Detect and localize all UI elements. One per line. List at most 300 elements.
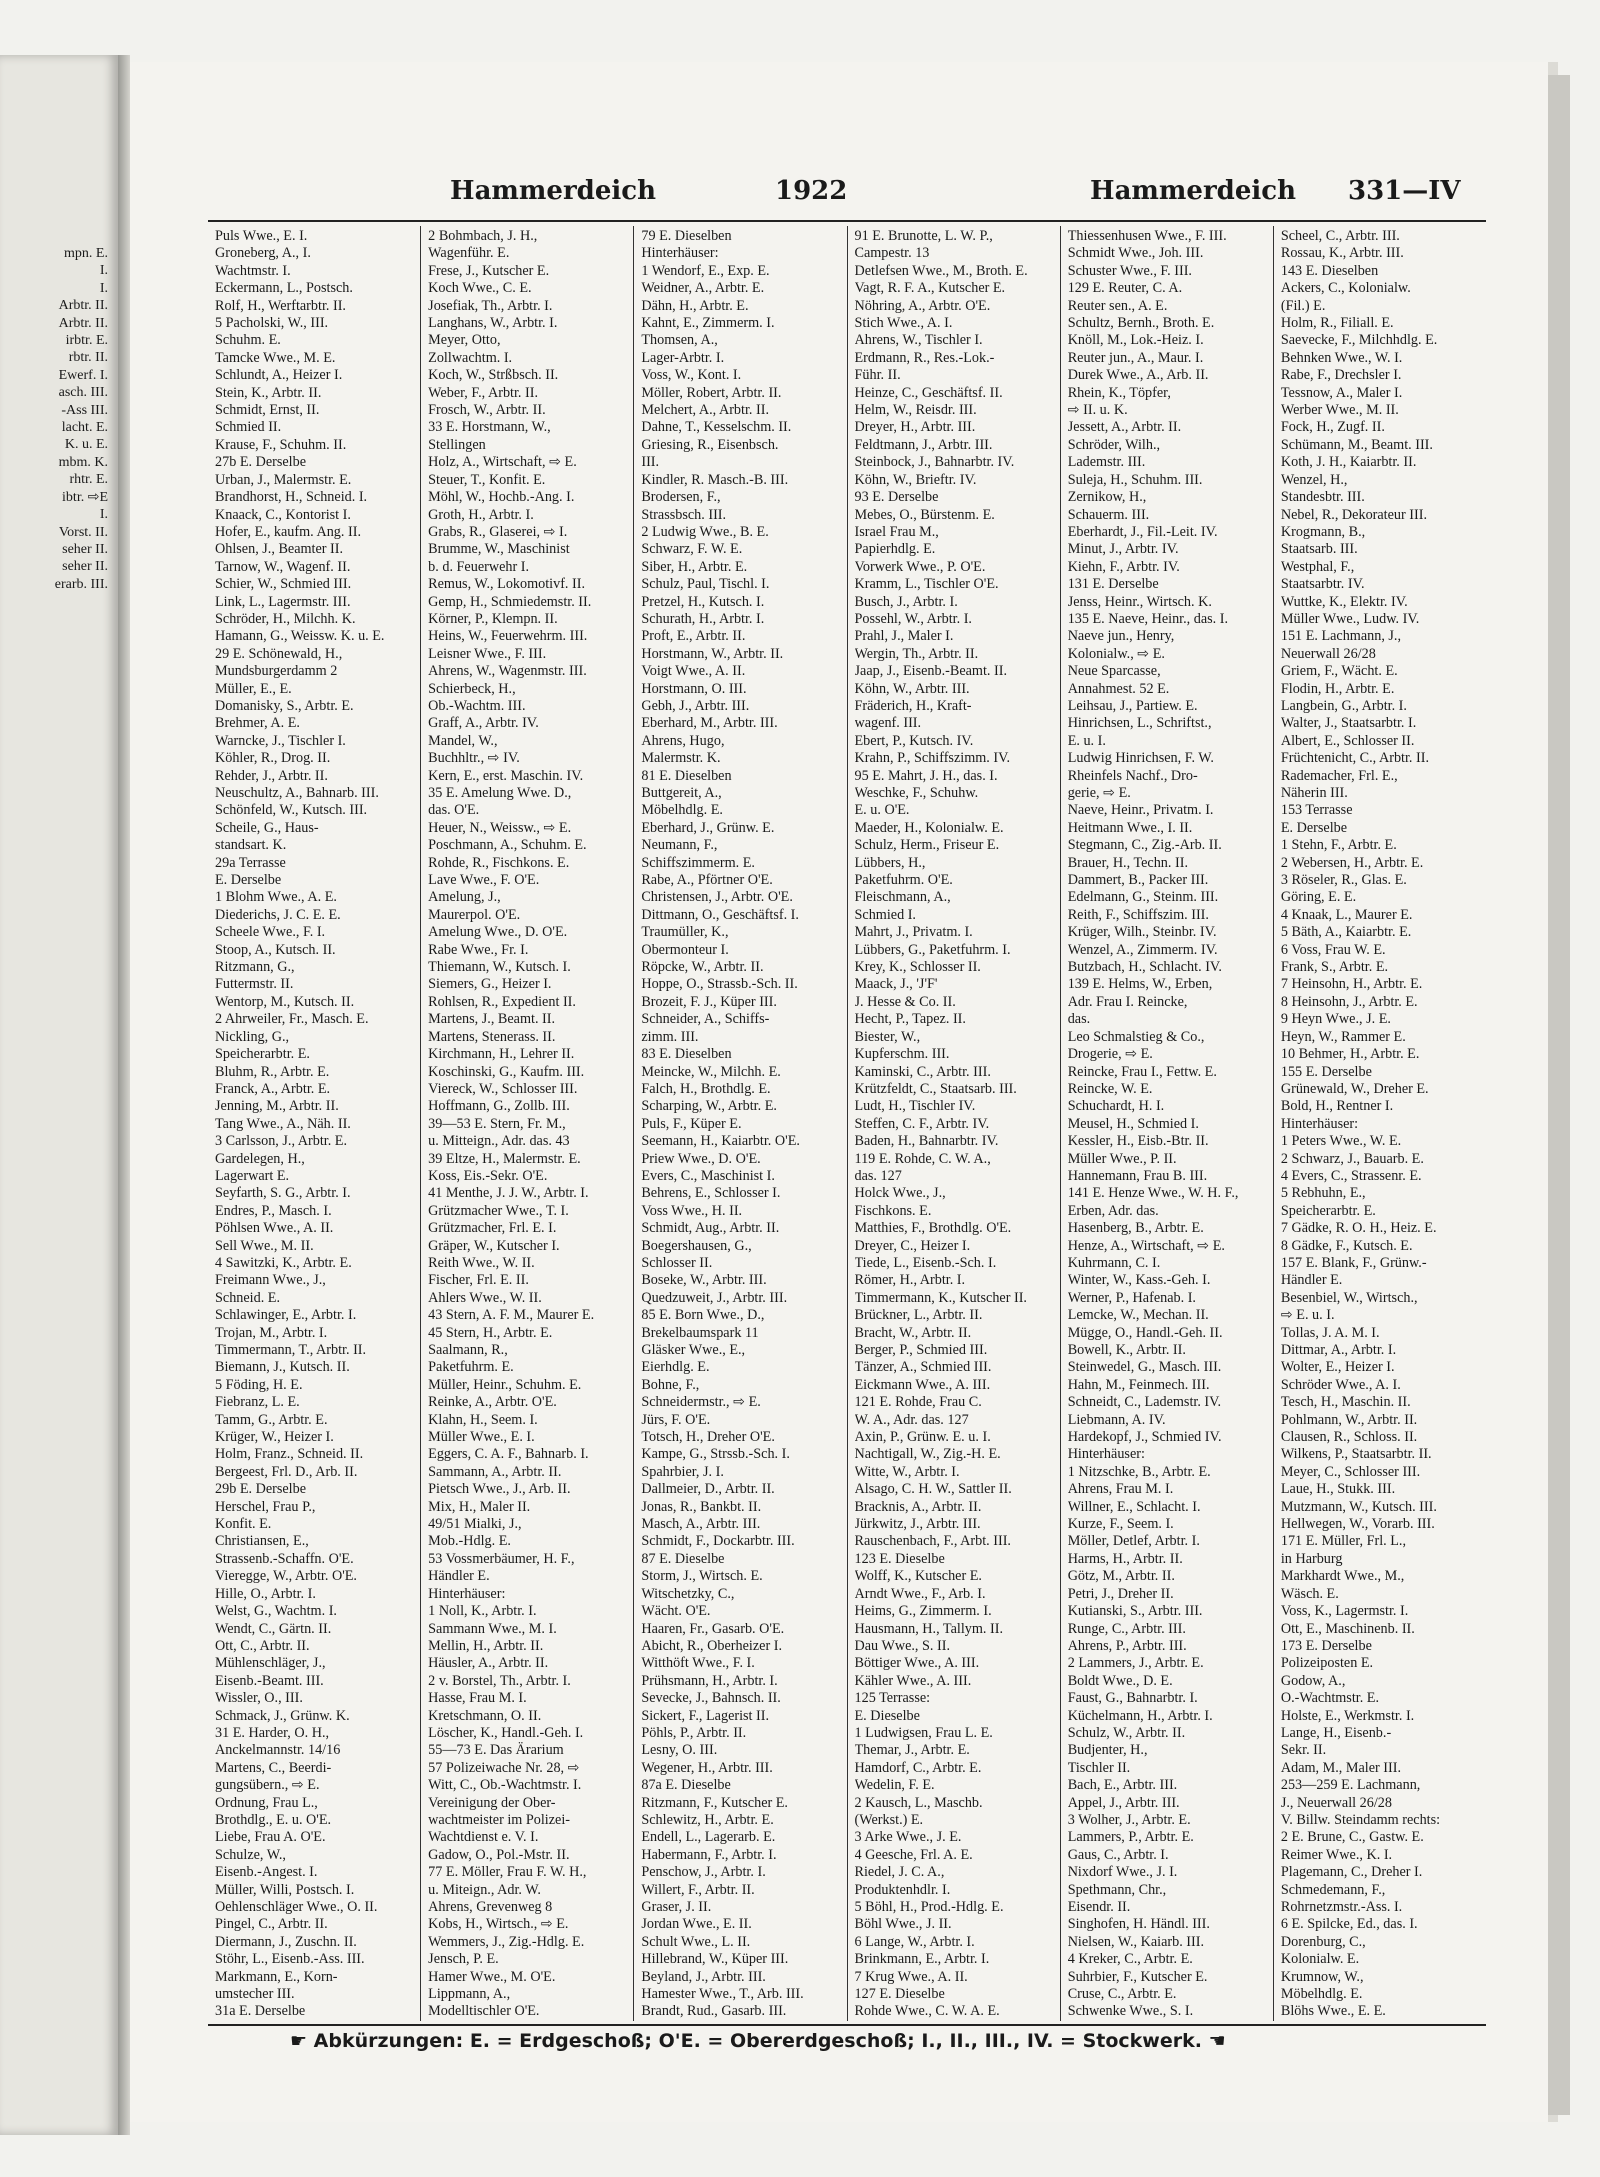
directory-entry: Trojan, M., Arbtr. I.: [215, 1324, 328, 1341]
directory-entry: Frank, S., Arbtr. E.: [1280, 959, 1389, 976]
directory-entry: Witte, W., Arbtr. I.: [854, 1463, 960, 1480]
directory-entry: Urban, J., Malermstr. E.: [215, 471, 352, 488]
directory-entry: Bluhm, R., Arbtr. E.: [215, 1063, 330, 1080]
directory-entry: Paketfuhrm. O'E.: [854, 872, 953, 889]
directory-entry: 153 Terrasse: [1280, 802, 1353, 819]
directory-entry: Eberhardt, J., Fil.-Leit. IV.: [1067, 523, 1218, 540]
column-2: [420, 226, 633, 2021]
directory-entry: Röpcke, W., Arbtr. II.: [641, 959, 764, 976]
directory-entry: Böttiger Wwe., A. III.: [854, 1655, 980, 1672]
directory-entry: Schuchardt, H. I.: [1067, 1098, 1165, 1115]
directory-entry: Löscher, K., Handl.-Geh. I.: [428, 1724, 584, 1741]
directory-entry: Knöll, M., Lok.-Heiz. I.: [1067, 332, 1204, 349]
previous-page-fragment: erarb. III.: [54, 576, 108, 592]
directory-entry: Wentorp, M., Kutsch. II.: [215, 993, 355, 1010]
directory-entry: 6 Lange, W., Arbtr. I.: [854, 1933, 975, 1950]
previous-page-fragment: Arbtr. II.: [58, 298, 108, 314]
directory-entry: 5 Rebhuhn, E.,: [1280, 1185, 1366, 1202]
directory-entry: Falch, H., Brothdlg. E.: [641, 1080, 771, 1097]
directory-entry: 2 Schwarz, J., Bauarb. E.: [1280, 1150, 1424, 1167]
directory-entry: Graff, A., Arbtr. IV.: [428, 715, 539, 732]
directory-entry: Spahrbier, J. I.: [641, 1463, 724, 1480]
directory-entry: Saalmann, R.,: [428, 1342, 508, 1358]
directory-entry: 87a E. Dieselbe: [641, 1777, 731, 1794]
previous-page-fragment: ibtr. ⇨E: [62, 489, 108, 505]
directory-entry: Prahl, J., Maler I.: [854, 628, 954, 645]
directory-entry: Rademacher, Frl. E.,: [1280, 767, 1398, 784]
directory-entry: Holz, A., Wirtschaft, ⇨ E.: [428, 454, 577, 471]
directory-entry: Sickert, F., Lagerist II.: [641, 1707, 770, 1724]
directory-entry: Wedelin, F. E.: [854, 1777, 935, 1794]
directory-entry: Rhein, K., Töpfer,: [1067, 384, 1171, 401]
directory-entry: Fischer, Frl. E. II.: [428, 1272, 529, 1289]
directory-entry: Führ. II.: [854, 367, 901, 384]
directory-entry: Winter, W., Kass.-Geh. I.: [1067, 1272, 1211, 1289]
directory-entry: Rohde Wwe., C. W. A. E.: [854, 2003, 1000, 2020]
directory-entry: Brothdlg., E. u. O'E.: [215, 1811, 332, 1828]
page-header: [130, 176, 1548, 216]
directory-entry: Bold, H., Rentner I.: [1280, 1098, 1394, 1115]
directory-entry: Schneider, A., Schiffs-: [641, 1011, 770, 1028]
directory-entry: Busch, J., Arbtr. I.: [854, 593, 958, 610]
directory-entry: Krumnow, W.,: [1280, 1968, 1364, 1985]
directory-entry: 5 Pacholski, W., III.: [215, 315, 329, 332]
directory-entry: Grünewald, W., Dreher E.: [1280, 1080, 1429, 1097]
directory-entry: Krützfeldt, C., Staatsarb. III.: [854, 1080, 1017, 1097]
directory-entry: 171 E. Müller, Frl. L.,: [1280, 1533, 1406, 1550]
directory-entry: Neuschultz, A., Bahnarb. III.: [215, 785, 379, 801]
directory-entry: Schulze, W.,: [215, 1846, 286, 1863]
directory-entry: wachtmeister im Polizei-: [428, 1811, 571, 1828]
directory-entry: 1 Noll, K., Arbtr. I.: [428, 1603, 537, 1620]
directory-entry: Neue Sparcasse,: [1067, 663, 1161, 680]
directory-entry: Rabe Wwe., Fr. I.: [428, 941, 529, 958]
directory-entry: Produktenhdlr. I.: [854, 1881, 951, 1898]
directory-entry: Freimann Wwe., J.,: [215, 1272, 326, 1289]
directory-entry: Gemp, H., Schmiedemstr. II.: [428, 593, 592, 610]
directory-entry: Kessler, H., Eisb.-Btr. II.: [1067, 1133, 1209, 1150]
directory-entry: Lübbers, H.,: [854, 854, 926, 871]
directory-entry: Wergin, Th., Arbtr. II.: [854, 645, 979, 662]
directory-entry: Domanisky, S., Arbtr. E.: [215, 697, 354, 714]
directory-entry: Lübbers, G., Paketfuhrm. I.: [854, 941, 1011, 958]
directory-entry: Köhn, W., Brieftr. IV.: [854, 471, 977, 488]
directory-entry: Sammann, A., Arbtr. II.: [428, 1463, 562, 1480]
directory-entry: Laue, H., Stukk. III.: [1280, 1481, 1396, 1498]
directory-entry: 39 Eltze, H., Malermstr. E.: [428, 1150, 581, 1167]
directory-entry: Hamann, G., Weissw. K. u. E.: [215, 628, 385, 645]
directory-entry: Koss, Eis.-Sekr. O'E.: [428, 1167, 548, 1184]
directory-entry: Naeve jun., Henry,: [1067, 628, 1175, 645]
directory-entry: Willner, E., Schlacht. I.: [1067, 1498, 1201, 1515]
directory-entry: Horstmann, O. III.: [641, 680, 747, 697]
directory-entry: Tiede, L., Eisenb.-Sch. I.: [854, 1254, 997, 1271]
directory-entry: Quedzuweit, J., Arbtr. III.: [641, 1289, 788, 1306]
directory-entry: Naeve, Heinr., Privatm. I.: [1067, 802, 1214, 819]
directory-entry: Tarnow, W., Wagenf. II.: [215, 558, 351, 575]
directory-entry: Hofer, E., kaufm. Ang. II.: [215, 523, 361, 540]
directory-entry: 1 Ludwigsen, Frau L. E.: [854, 1724, 993, 1741]
previous-page-fragment: K. u. E.: [64, 437, 108, 453]
directory-entry: das. O'E.: [428, 802, 480, 819]
directory-entry: 5 Bäth, A., Kaiarbtr. E.: [1280, 924, 1412, 941]
previous-page-fragment: seher II.: [62, 559, 108, 575]
directory-entry: standsart. K.: [215, 837, 287, 854]
directory-entry: Adam, M., Maler III.: [1280, 1759, 1402, 1776]
directory-entry: Küchelmann, H., Arbtr. I.: [1067, 1707, 1213, 1724]
directory-entry: 2 Ludwig Wwe., B. E.: [641, 523, 769, 540]
directory-entry: Reimer Wwe., K. I.: [1280, 1846, 1393, 1863]
directory-entry: Behrens, E., Schlosser I.: [641, 1185, 781, 1202]
directory-entry: Brinkmann, E., Arbtr. I.: [854, 1951, 990, 1968]
directory-entry: Schneidt, C., Lademstr. IV.: [1067, 1394, 1222, 1411]
directory-entry: Berger, P., Schmied III.: [854, 1342, 988, 1358]
previous-page-fragment: Vorst. II.: [58, 524, 108, 540]
directory-entry: Schmedemann, F.,: [1280, 1881, 1386, 1898]
directory-entry: Wolff, K., Kutscher E.: [854, 1568, 982, 1585]
book-gutter: [118, 55, 130, 2135]
directory-entry: Böhl Wwe., J. II.: [854, 1916, 952, 1933]
directory-entry: Anckelmannstr. 14/16: [215, 1742, 341, 1759]
directory-entry: das. 127: [854, 1167, 902, 1184]
directory-entry: Ahrens, W., Tischler I.: [854, 332, 983, 349]
directory-entry: Neumann, F.,: [641, 837, 718, 854]
directory-entry: Erben, Adr. das.: [1067, 1202, 1159, 1219]
directory-entry: Minut, J., Arbtr. IV.: [1067, 541, 1179, 558]
directory-entry: 57 Polizeiwache Nr. 28, ⇨: [428, 1759, 580, 1776]
directory-entry: Müller Wwe., Ludw. IV.: [1280, 610, 1420, 627]
directory-entry: Christiansen, E.,: [215, 1533, 309, 1550]
directory-entry: Link, L., Lagermstr. III.: [215, 593, 351, 610]
directory-entry: Hecht, P., Tapez. II.: [854, 1011, 966, 1028]
directory-entry: Strassenb.-Schaffn. O'E.: [215, 1550, 354, 1567]
directory-entry: Koch, W., Strßbsch. II.: [428, 367, 559, 384]
directory-entry: Besenbiel, W., Wirtsch.,: [1280, 1289, 1418, 1306]
directory-entry: Franck, A., Arbtr. E.: [215, 1080, 331, 1097]
directory-entry: Wagenführ. E.: [428, 245, 510, 262]
directory-entry: Mandel, W.,: [428, 732, 498, 749]
directory-entry: Wuttke, K., Elektr. IV.: [1280, 593, 1408, 610]
directory-entry: Möller, Robert, Arbtr. II.: [641, 384, 782, 401]
directory-entry: Meincke, W., Milchh. E.: [641, 1063, 781, 1080]
directory-entry: Saevecke, F., Milchhdlg. E.: [1280, 332, 1438, 349]
directory-entry: Steinbock, J., Bahnarbtr. IV.: [854, 454, 1015, 471]
directory-entry: 157 E. Blank, F., Grünw.-: [1280, 1254, 1427, 1271]
directory-entry: Näherin III.: [1280, 785, 1348, 801]
directory-entry: Müller, E., E.: [215, 680, 292, 697]
directory-entry: 3 Röseler, R., Glas. E.: [1280, 872, 1407, 889]
directory-entry: Poschmann, A., Schuhm. E.: [428, 837, 587, 854]
directory-entry: 33 E. Horstmann, W.,: [428, 419, 551, 436]
directory-entry: Riedel, J. C. A.,: [854, 1864, 945, 1881]
directory-entry: 4 Knaak, L., Maurer E.: [1280, 906, 1413, 923]
directory-entry: Steuer, T., Konfit. E.: [428, 471, 546, 488]
directory-entry: Eggers, C. A. F., Bahnarb. I.: [428, 1446, 589, 1463]
previous-page-fragment: Ewerf. I.: [58, 367, 108, 383]
directory-entry: Annahmest. 52 E.: [1067, 680, 1170, 697]
directory-entry: Gaus, C., Arbtr. I.: [1067, 1846, 1169, 1863]
directory-entry: Heims, G., Zimmerm. I.: [854, 1603, 992, 1620]
directory-entry: Baden, H., Bahnarbtr. IV.: [854, 1133, 999, 1150]
directory-entry: Thiemann, W., Kutsch. I.: [428, 959, 571, 976]
directory-entry: zimm. III.: [641, 1028, 699, 1045]
directory-entry: Kupferschm. III.: [854, 1046, 950, 1063]
directory-entry: 2 Lammers, J., Arbtr. E.: [1067, 1655, 1204, 1672]
directory-entry: 29b E. Derselbe: [215, 1481, 307, 1498]
directory-entry: Gebh, J., Arbtr. III.: [641, 697, 750, 714]
directory-entry: 87 E. Dieselbe: [641, 1550, 725, 1567]
directory-entry: das.: [1067, 1011, 1091, 1028]
directory-entry: Scharping, W., Arbtr. E.: [641, 1098, 777, 1115]
directory-entry: gungsübern., ⇨ E.: [215, 1777, 320, 1794]
directory-entry: Grabs, R., Glaserei, ⇨ I.: [428, 523, 568, 540]
directory-entry: Voigt Wwe., A. II.: [641, 663, 746, 680]
directory-entry: Stein, K., Arbtr. II.: [215, 384, 322, 401]
directory-entry: Heitmann Wwe., I. II.: [1067, 819, 1193, 836]
directory-entry: Hinterhäuser:: [428, 1585, 506, 1602]
directory-entry: Clausen, R., Schloss. II.: [1280, 1429, 1418, 1446]
directory-entry: Mutzmann, W., Kutsch. III.: [1280, 1498, 1437, 1515]
directory-entry: Wissler, O., III.: [215, 1690, 303, 1707]
directory-entry: Sevecke, J., Bahnsch. II.: [641, 1690, 781, 1707]
directory-entry: Biemann, J., Kutsch. II.: [215, 1359, 350, 1376]
directory-entry: Reinke, A., Arbtr. O'E.: [428, 1394, 557, 1411]
directory-entry: Schwenke Wwe., S. I.: [1067, 2003, 1194, 2020]
directory-entry: Nebel, R., Dekorateur III.: [1280, 506, 1428, 523]
directory-entry: 1 Nitzschke, B., Arbtr. E.: [1067, 1463, 1211, 1480]
directory-entry: 4 Geesche, Frl. A. E.: [854, 1846, 973, 1863]
directory-entry: Boldt Wwe., D. E.: [1067, 1672, 1173, 1689]
directory-entry: Timmermann, T., Arbtr. II.: [215, 1342, 367, 1358]
directory-entry: Müller Wwe., E. I.: [428, 1429, 535, 1446]
directory-entry: Händler E.: [1280, 1272, 1343, 1289]
directory-entry: Behnken Wwe., W. I.: [1280, 349, 1403, 366]
directory-columns: [208, 226, 1486, 2021]
directory-entry: Mebes, O., Bürstenm. E.: [854, 506, 995, 523]
directory-entry: Lagerwart E.: [215, 1167, 290, 1184]
directory-entry: Eisenb.-Angest. I.: [215, 1864, 318, 1881]
directory-entry: 31a E. Derselbe: [215, 2003, 306, 2020]
directory-entry: Reith, F., Schiffszim. III.: [1067, 906, 1209, 923]
previous-page-fragment: -Ass III.: [61, 402, 108, 418]
directory-entry: Schultz, Bernh., Broth. E.: [1067, 315, 1215, 332]
directory-entry: Schult Wwe., L. II.: [641, 1933, 751, 1950]
previous-page-fragment: irbtr. E.: [65, 333, 108, 349]
directory-entry: Obermonteur I.: [641, 941, 729, 958]
year-heading: 1922: [775, 176, 848, 206]
directory-entry: Schulz, Herm., Friseur E.: [854, 837, 1000, 854]
directory-entry: Voss Wwe., H. II.: [641, 1202, 743, 1219]
directory-entry: Schröder, H., Milchh. K.: [215, 610, 356, 627]
directory-entry: 7 Gädke, R. O. H., Heiz. E.: [1280, 1220, 1437, 1237]
directory-entry: Kähler Wwe., A. III.: [854, 1672, 972, 1689]
directory-entry: Storm, J., Wirtsch. E.: [641, 1568, 763, 1585]
directory-entry: Ritzmann, G.,: [215, 959, 295, 976]
previous-page-fragments: [55, 245, 118, 593]
directory-entry: Kindler, R. Masch.-B. III.: [641, 471, 789, 488]
directory-entry: Brandhorst, H., Schneid. I.: [215, 489, 368, 506]
column-1: [208, 226, 420, 2021]
directory-entry: Tamm, G., Arbtr. E.: [215, 1411, 328, 1428]
directory-entry: Kobs, H., Wirtsch., ⇨ E.: [428, 1916, 569, 1933]
directory-entry: Nachtigall, W., Zig.-H. E.: [854, 1446, 1001, 1463]
directory-entry: Schümann, M., Beamt. III.: [1280, 436, 1433, 453]
directory-entry: Wächt. O'E.: [641, 1603, 711, 1620]
directory-entry: 7 Heinsohn, H., Arbtr. E.: [1280, 976, 1423, 993]
directory-entry: ⇨ E. u. I.: [1280, 1307, 1335, 1324]
directory-entry: Holm, R., Filiall. E.: [1280, 315, 1394, 332]
directory-entry: J. Hesse & Co. II.: [854, 993, 956, 1010]
directory-entry: Eisendr. II.: [1067, 1899, 1131, 1915]
directory-entry: Petri, J., Dreher II.: [1067, 1585, 1174, 1602]
previous-page-fragment: rbtr. II.: [68, 350, 108, 366]
directory-entry: (Fil.) E.: [1280, 297, 1326, 314]
directory-page: [130, 62, 1558, 2122]
directory-entry: Martens, Stenerass. II.: [428, 1028, 556, 1045]
directory-entry: Brozeit, F. J., Küper III.: [641, 993, 777, 1010]
directory-entry: Leisner Wwe., F. III.: [428, 645, 547, 662]
directory-entry: Martens, C., Beerdi-: [215, 1759, 332, 1776]
directory-entry: Schlosser II.: [641, 1254, 713, 1271]
directory-entry: Matthies, F., Brothdlg. O'E.: [854, 1220, 1012, 1237]
directory-entry: ⇨ II. u. K.: [1067, 402, 1128, 419]
directory-entry: Schmidt Wwe., Joh. III.: [1067, 245, 1204, 262]
directory-entry: 139 E. Helms, W., Erben,: [1067, 976, 1213, 993]
previous-page-fragment: I.: [99, 280, 108, 296]
directory-entry: 173 E. Derselbe: [1280, 1637, 1372, 1654]
page-number: 331—IV: [1348, 176, 1461, 206]
directory-entry: Liebmann, A. IV.: [1067, 1411, 1166, 1428]
directory-entry: Heyn, W., Rammer E.: [1280, 1028, 1406, 1045]
previous-page-fragment: mpn. E.: [64, 246, 108, 261]
directory-entry: Mahrt, J., Privatm. I.: [854, 924, 973, 941]
directory-entry: Steffen, C. F., Arbtr. IV.: [854, 1115, 990, 1132]
directory-entry: 39—53 E. Stern, Fr. M.,: [428, 1115, 566, 1132]
directory-entry: Weidner, A., Arbtr. E.: [641, 280, 765, 297]
directory-entry: Köhn, W., Arbtr. III.: [854, 680, 970, 697]
directory-entry: 121 E. Rohde, Frau C.: [854, 1394, 982, 1411]
directory-entry: Reincke, W. E.: [1067, 1080, 1153, 1097]
directory-entry: Möhl, W., Hochb.-Ang. I.: [428, 489, 575, 506]
directory-entry: Tamcke Wwe., M. E.: [215, 349, 336, 366]
directory-entry: Hinterhäuser:: [1280, 1115, 1359, 1132]
directory-entry: Rehder, J., Arbtr. II.: [215, 767, 328, 784]
directory-entry: Kampe, G., Strssb.-Sch. I.: [641, 1446, 790, 1463]
directory-entry: 1 Stehn, F., Arbtr. E.: [1280, 837, 1397, 854]
directory-entry: 119 E. Rohde, C. W. A.,: [854, 1150, 991, 1167]
directory-entry: Erdmann, R., Res.-Lok.-: [854, 349, 995, 366]
directory-entry: Hamdorf, C., Arbtr. E.: [854, 1759, 982, 1776]
previous-page-fragment: asch. III.: [58, 385, 108, 401]
directory-entry: wagenf. III.: [854, 715, 922, 732]
directory-entry: 131 E. Derselbe: [1067, 576, 1159, 593]
directory-entry: 29 E. Schönewald, H.,: [215, 645, 343, 662]
directory-entry: 3 Wolher, J., Arbtr. E.: [1067, 1811, 1191, 1828]
directory-entry: Müller, Willi, Postsch. I.: [215, 1881, 355, 1898]
directory-entry: Schmack, J., Grünw. K.: [215, 1707, 350, 1724]
directory-entry: Sammann Wwe., M. I.: [428, 1620, 557, 1637]
directory-entry: Beyland, J., Arbtr. III.: [641, 1968, 766, 1985]
directory-entry: Schiffszimmerm. E.: [641, 854, 755, 871]
directory-entry: Staatsarb. III.: [1280, 541, 1358, 558]
directory-entry: Rabe, F., Drechsler I.: [1280, 367, 1402, 384]
directory-entry: Jordan Wwe., E. II.: [641, 1916, 752, 1933]
directory-entry: Langbein, G., Arbtr. I.: [1280, 697, 1407, 714]
directory-entry: Ott, E., Maschinenb. II.: [1280, 1620, 1415, 1637]
directory-entry: Gräper, W., Kutscher I.: [428, 1237, 560, 1254]
directory-entry: Frese, J., Kutscher E.: [428, 262, 550, 279]
directory-entry: Lippmann, A.,: [428, 1986, 511, 2003]
directory-entry: 41 Menthe, J. J. W., Arbtr. I.: [428, 1185, 589, 1202]
directory-entry: Wachtdienst e. V. I.: [428, 1829, 539, 1846]
directory-entry: Krogmann, B.,: [1280, 523, 1366, 540]
directory-entry: Schmied II.: [215, 419, 282, 436]
directory-entry: Vereinigung der Ober-: [428, 1794, 556, 1811]
directory-entry: Hille, O., Arbtr. I.: [215, 1585, 316, 1602]
directory-entry: Maurerpol. O'E.: [428, 906, 521, 923]
directory-entry: 45 Stern, H., Arbtr. E.: [428, 1324, 553, 1341]
directory-entry: 53 Vossmerbäumer, H. F.,: [428, 1550, 575, 1567]
directory-entry: Nixdorf Wwe., J. I.: [1067, 1864, 1178, 1881]
directory-entry: Werber Wwe., M. II.: [1280, 402, 1399, 419]
previous-page-fragment: seher II.: [62, 541, 108, 557]
directory-entry: Ohlsen, J., Beamter II.: [215, 541, 344, 558]
directory-entry: Spethmann, Chr.,: [1067, 1881, 1167, 1898]
directory-entry: Godow, A.,: [1280, 1672, 1346, 1689]
directory-entry: Vieregge, W., Arbtr. O'E.: [215, 1568, 357, 1585]
directory-entry: Speicherarbtr. E.: [215, 1046, 310, 1063]
directory-entry: Jensch, P. E.: [428, 1951, 499, 1968]
directory-entry: Hoffmann, G., Zollb. III.: [428, 1098, 570, 1115]
directory-entry: Rauschenbach, F., Arbt. III.: [854, 1533, 1011, 1550]
directory-entry: Singhofen, H. Händl. III.: [1067, 1916, 1210, 1933]
directory-entry: Butzbach, H., Schlacht. IV.: [1067, 959, 1222, 976]
directory-entry: Krey, K., Schlosser II.: [854, 959, 981, 976]
directory-entry: Möbelhdlg. E.: [641, 802, 723, 819]
directory-entry: Harms, H., Arbtr. II.: [1067, 1550, 1183, 1567]
directory-entry: Ott, C., Arbtr. II.: [215, 1637, 310, 1654]
directory-entry: Vorwerk Wwe., P. O'E.: [854, 558, 986, 575]
directory-entry: Fleischmann, A.,: [854, 889, 951, 906]
directory-entry: Konfit. E.: [215, 1516, 272, 1533]
directory-entry: Rohrnetzmstr.-Ass. I.: [1280, 1899, 1403, 1915]
directory-entry: Pretzel, H., Kutsch. I.: [641, 593, 765, 610]
directory-entry: 55—73 E. Das Ärarium: [428, 1742, 564, 1759]
directory-entry: Ludwig Hinrichsen, F. W.: [1067, 750, 1214, 767]
directory-entry: Schuster Wwe., F. III.: [1067, 262, 1192, 279]
directory-entry: Stellingen: [428, 436, 486, 453]
directory-entry: 5 Föding, H. E.: [215, 1376, 303, 1393]
directory-entry: Schlawinger, E., Arbtr. I.: [215, 1307, 357, 1324]
directory-entry: Schier, W., Schmied III.: [215, 576, 352, 593]
directory-entry: b. d. Feuerwehr I.: [428, 558, 530, 575]
directory-entry: 43 Stern, A. F. M., Maurer E.: [428, 1307, 595, 1324]
directory-entry: 141 E. Henze Wwe., W. H. F.,: [1067, 1185, 1239, 1202]
directory-entry: 2 v. Borstel, Th., Arbtr. I.: [428, 1672, 571, 1689]
directory-entry: Werner, P., Hafenab. I.: [1067, 1289, 1196, 1306]
previous-page-fragment: Arbtr. II.: [58, 315, 108, 331]
directory-entry: Graser, J. II.: [641, 1899, 712, 1915]
directory-entry: Amelung Wwe., D. O'E.: [428, 924, 568, 941]
column-5: [1060, 226, 1273, 2021]
directory-entry: Krüger, W., Heizer I.: [215, 1429, 334, 1446]
directory-entry: Wemmers, J., Zig.-Hdlg. E.: [428, 1933, 585, 1950]
directory-entry: Mob.-Hdlg. E.: [428, 1533, 511, 1550]
directory-entry: 29a Terrasse: [215, 854, 286, 871]
directory-entry: Christensen, J., Arbtr. O'E.: [641, 889, 793, 906]
directory-entry: Gardelegen, H.,: [215, 1150, 305, 1167]
directory-entry: 10 Behmer, H., Arbtr. E.: [1280, 1046, 1420, 1063]
